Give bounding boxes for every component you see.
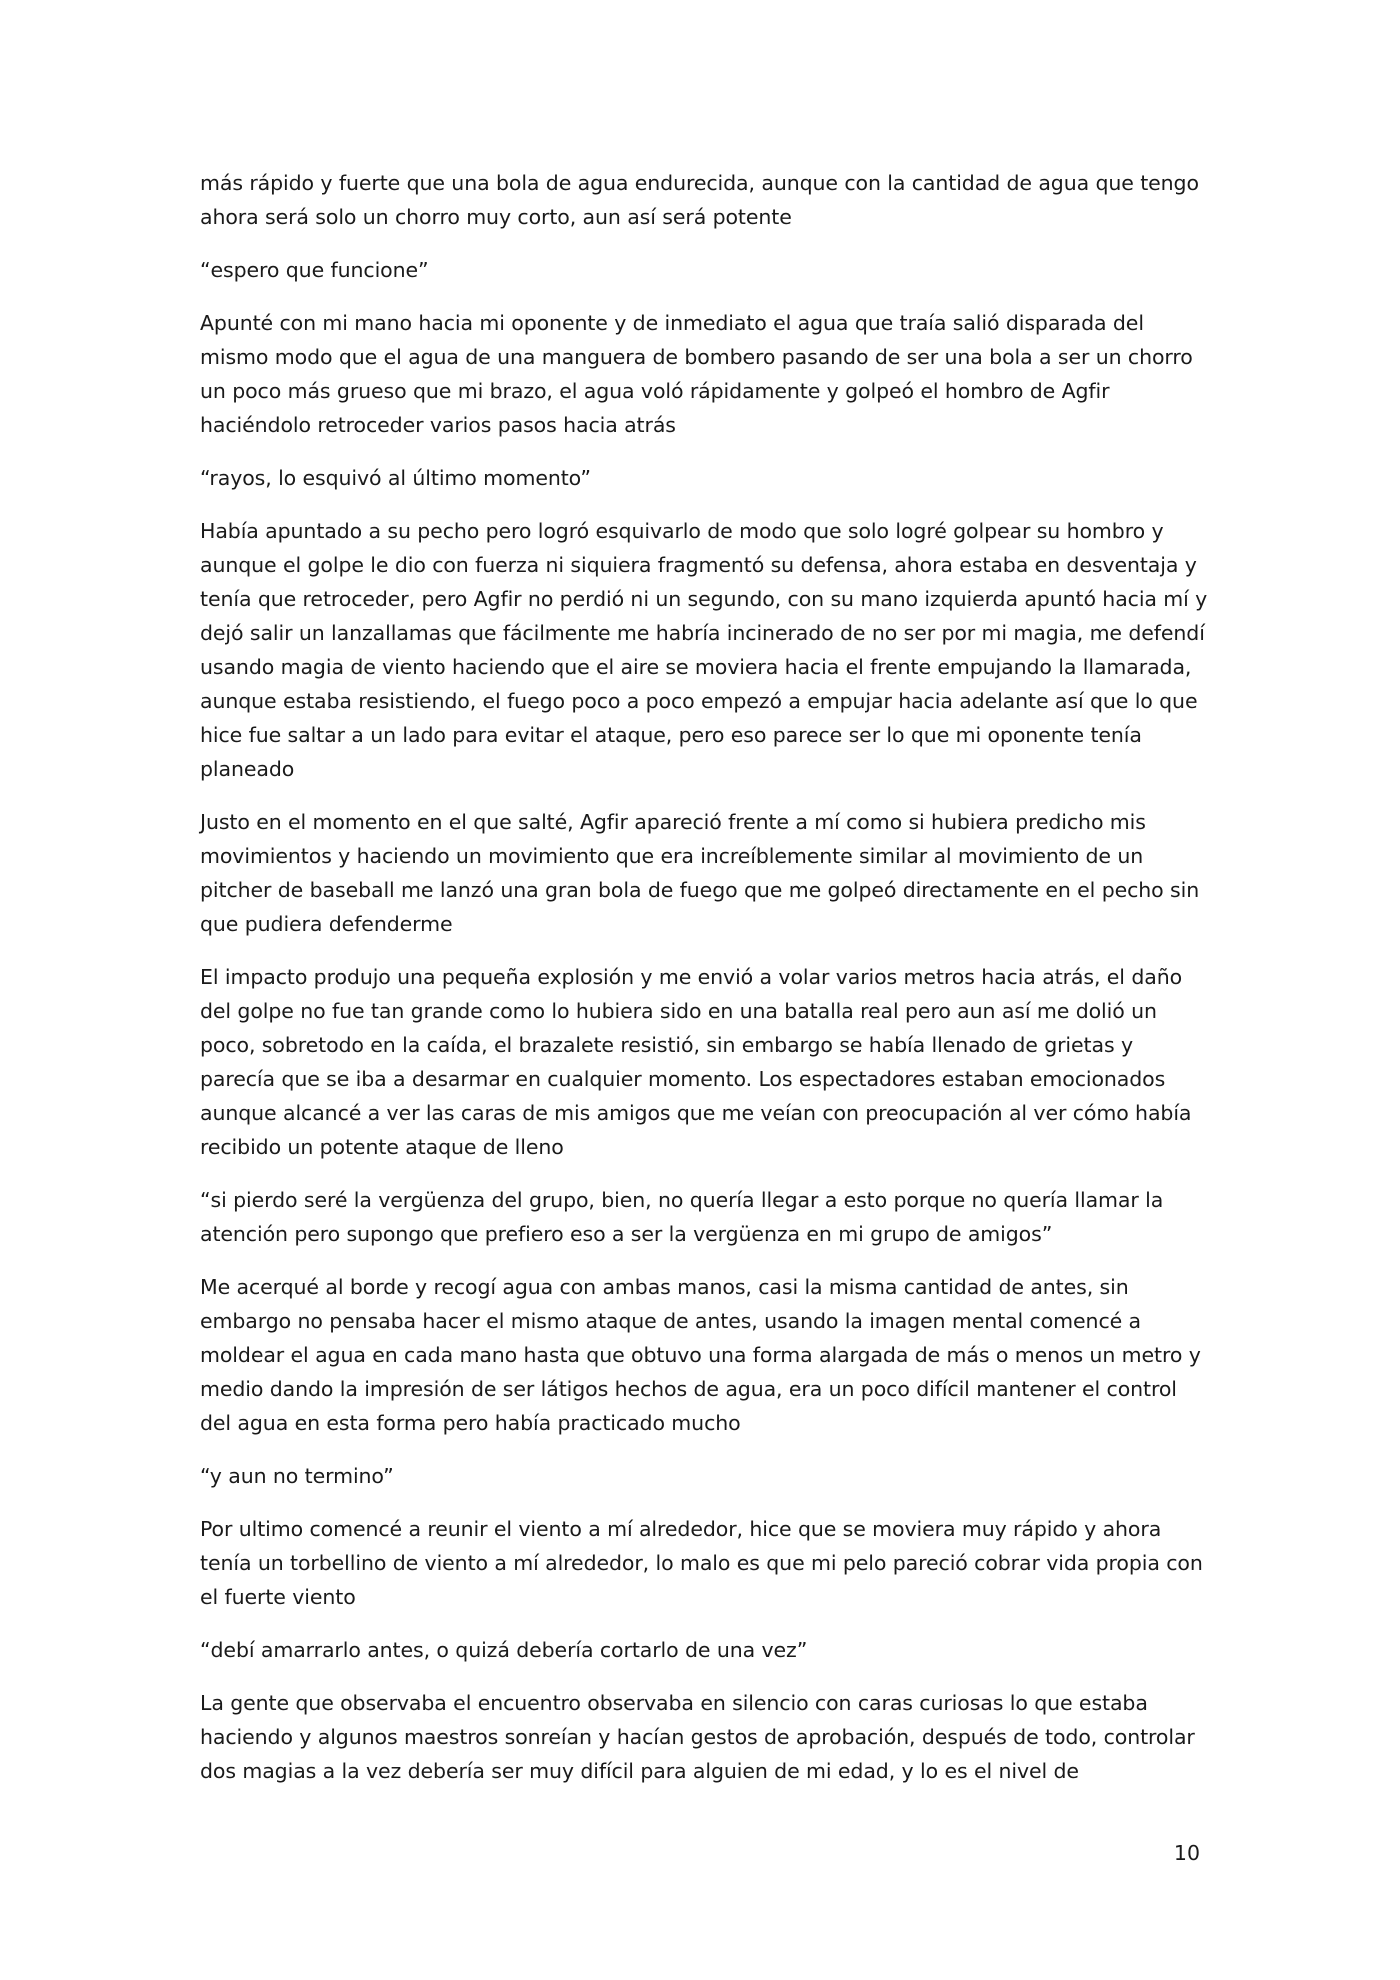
dialogue-paragraph: “si pierdo seré la vergüenza del grupo, bien, no quería llegar a esto porque no quería llamar la atención pero supongo que prefiero eso a ser la vergüenza en mi grupo de amigos”: [200, 1188, 1164, 1246]
paragraph: El impacto produjo una pequeña explosión y me envió a volar varios metros hacia atrás, el daño del golpe no fue tan grande como lo hubiera sido en una batalla real pero aun así me dolió un poco, sobretodo en la caída, el brazalete resistió, sin embargo se había llenado de grietas y parecía que se iba a desarmar en cualquier momento. Los espectadores estaban emocionados aunque alcancé a ver las caras de mis amigos que me veían con preocupación al ver cómo había recibido un potente ataque de lleno: [200, 965, 1192, 1159]
paragraph: La gente que observaba el encuentro observaba en silencio con caras curiosas lo que estaba haciendo y algunos maestros sonreían y hacían gestos de aprobación, después de todo, controlar dos magias a la vez debería ser muy difícil para alguien de mi edad, y lo es el nivel de: [200, 1691, 1195, 1783]
dialogue-paragraph: “y aun no termino”: [200, 1464, 394, 1488]
dialogue-paragraph: “rayos, lo esquivó al último momento”: [200, 466, 591, 490]
paragraph: Por ultimo comencé a reunir el viento a mí alrededor, hice que se moviera muy rápido y ahora tenía un torbellino de viento a mí alrededor, lo malo es que mi pelo pareció cobrar vida propia con el fuerte viento: [200, 1517, 1203, 1609]
document-body: [200, 166, 1210, 1807]
paragraph: Había apuntado a su pecho pero logró esquivarlo de modo que solo logré golpear su hombro y aunque el golpe le dio con fuerza ni siquiera fragmentó su defensa, ahora estaba en desventaja y tenía que retroceder, pero Agfir no perdió ni un segundo, con su mano izquierda apuntó hacia mí y dejó salir un lanzallamas que fácilmente me habría incinerado de no ser por mi magia, me defendí usando magia de viento haciendo que el aire se moviera hacia el frente empujando la llamarada, aunque estaba resistiendo, el fuego poco a poco empezó a empujar hacia adelante así que lo que hice fue saltar a un lado para evitar el ataque, pero eso parece ser lo que mi oponente tenía planeado: [200, 519, 1208, 781]
paragraph: Me acerqué al borde y recogí agua con ambas manos, casi la misma cantidad de antes, sin embargo no pensaba hacer el mismo ataque de antes, usando la imagen mental comencé a moldear el agua en cada mano hasta que obtuvo una forma alargada de más o menos un metro y medio dando la impresión de ser látigos hechos de agua, era un poco difícil mantener el control del agua en esta forma pero había practicado mucho: [200, 1275, 1201, 1435]
paragraph: más rápido y fuerte que una bola de agua endurecida, aunque con la cantidad de agua que tengo ahora será solo un chorro muy corto, aun así será potente: [200, 171, 1199, 229]
page-number: 10: [1173, 1841, 1200, 1865]
paragraph: Justo en el momento en el que salté, Agfir apareció frente a mí como si hubiera predicho mis movimientos y haciendo un movimiento que era increíblemente similar al movimiento de un pitcher de baseball me lanzó una gran bola de fuego que me golpeó directamente en el pecho sin que pudiera defenderme: [200, 810, 1200, 936]
paragraph: Apunté con mi mano hacia mi oponente y de inmediato el agua que traía salió disparada del mismo modo que el agua de una manguera de bombero pasando de ser una bola a ser un chorro un poco más grueso que mi brazo, el agua voló rápidamente y golpeó el hombro de Agfir haciéndolo retroceder varios pasos hacia atrás: [200, 311, 1193, 437]
dialogue-paragraph: “espero que funcione”: [200, 258, 429, 282]
dialogue-paragraph: “debí amarrarlo antes, o quizá debería cortarlo de una vez”: [200, 1638, 808, 1662]
